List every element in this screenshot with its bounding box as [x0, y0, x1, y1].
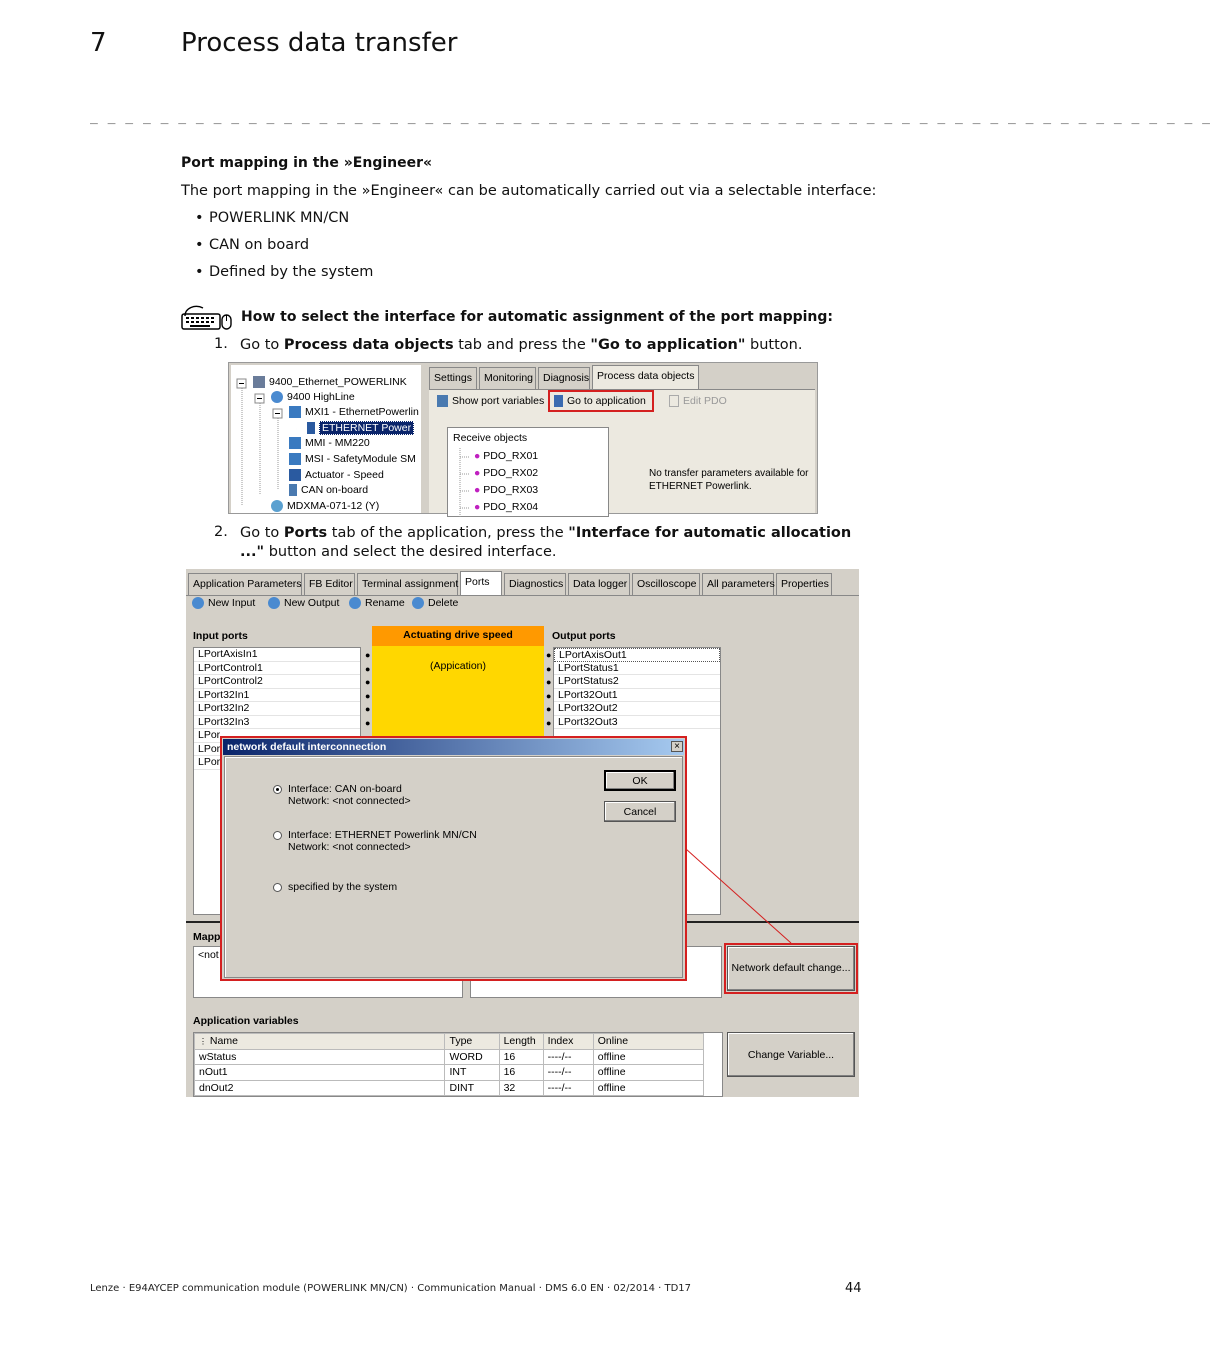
output-ports-label: Output ports — [552, 630, 616, 642]
delete-button[interactable]: Delete — [412, 597, 458, 609]
col-online[interactable]: Online — [593, 1034, 703, 1050]
list-item[interactable]: LPor — [194, 743, 360, 757]
list-item[interactable]: LPortStatus2 — [554, 675, 720, 689]
tab-application-parameters[interactable]: Application Parameters — [188, 573, 302, 595]
controller-icon — [271, 391, 283, 403]
list-item[interactable]: LPort32In2 — [194, 702, 360, 716]
input-ports-label: Input ports — [193, 630, 248, 642]
tab-settings[interactable]: Settings — [429, 367, 477, 389]
tree-item-highline[interactable]: 9400 HighLine — [271, 391, 355, 406]
bullet-item: • POWERLINK MN/CN — [195, 210, 350, 226]
list-item[interactable]: LPortAxisIn1 — [194, 648, 360, 662]
app-vars-label: Application variables — [193, 1015, 299, 1027]
ok-button[interactable]: OK — [604, 770, 676, 791]
tree-item-motor[interactable]: MDXMA-071-12 (Y) — [271, 500, 379, 515]
tab-all-parameters[interactable]: All parameters — [702, 573, 774, 595]
pdo-item[interactable]: ● PDO_RX02 — [474, 467, 539, 479]
change-variable-button[interactable]: Change Variable... — [727, 1032, 855, 1077]
tab-terminal-assignment[interactable]: Terminal assignment — [357, 573, 458, 595]
option-ethernet[interactable]: Interface: ETHERNET Powerlink MN/CN Network: <not connected> — [273, 829, 477, 853]
tree-item-can[interactable]: CAN on-board — [289, 484, 368, 499]
new-input-button[interactable]: New Input — [192, 597, 255, 609]
rename-button[interactable]: Rename — [349, 597, 405, 609]
table-header — [195, 1034, 704, 1050]
section-heading: Port mapping in the »Engineer« — [181, 155, 433, 171]
tab-properties[interactable]: Properties — [776, 573, 832, 595]
table-row[interactable]: wStatus WORD 16 ----/-- offline — [195, 1049, 704, 1065]
table-row[interactable]: dnOut2 DINT 32 ----/-- offline — [195, 1080, 704, 1096]
list-item[interactable]: LPort32Out2 — [554, 702, 720, 716]
tab-fb-editor[interactable]: FB Editor — [304, 573, 355, 595]
pdo-panel — [429, 367, 815, 513]
bullet-item: • Defined by the system — [195, 264, 374, 280]
receive-objects-title: Receive objects — [453, 432, 528, 444]
connector-dots: ● ● ● ● ● ● — [546, 650, 552, 728]
edit-icon — [669, 395, 679, 407]
col-length[interactable]: Length — [499, 1034, 543, 1050]
tab-diagnostics[interactable]: Diagnostics — [504, 573, 566, 595]
tab-oscilloscope[interactable]: Oscilloscope — [632, 573, 700, 595]
list-item[interactable]: LPort32In3 — [194, 716, 360, 730]
radio-system[interactable] — [273, 883, 282, 892]
radio-can[interactable] — [273, 785, 282, 794]
module-icon — [289, 406, 301, 418]
list-item[interactable]: LPortControl1 — [194, 662, 360, 676]
connector-dots: ● ● ● ● ● ● — [365, 650, 371, 728]
project-tree — [231, 365, 421, 513]
bus-icon — [289, 484, 297, 496]
option-can[interactable]: Interface: CAN on-board Network: <not connected> — [273, 783, 411, 807]
mapping-label: Mapp — [193, 931, 221, 943]
list-item[interactable]: LPort32Out1 — [554, 689, 720, 703]
table-row[interactable]: nOut1 INT 16 ----/-- offline — [195, 1065, 704, 1081]
list-item[interactable]: LPort32In1 — [194, 689, 360, 703]
col-index[interactable]: Index — [543, 1034, 593, 1050]
list-item[interactable]: LPortAxisOut1 — [554, 648, 720, 662]
howto-heading: How to select the interface for automatic assignment of the port mapping: — [241, 309, 834, 325]
page-number: 44 — [845, 1281, 862, 1296]
tree-item-actuator[interactable]: Actuator - Speed — [289, 469, 384, 484]
footer-text: Lenze · E94AYCEP communication module (POWERLINK MN/CN) · Communication Manual · DMS 6.0 EN · 02/2014 · TD17 — [90, 1283, 691, 1294]
chapter-number: 7 — [90, 28, 107, 58]
keyboard-mouse-icon — [181, 302, 233, 332]
tab-monitoring[interactable]: Monitoring — [479, 367, 536, 389]
tab-data-logger[interactable]: Data logger — [568, 573, 630, 595]
pdo-item[interactable]: ● PDO_RX03 — [474, 484, 539, 496]
pdo-item[interactable]: ● PDO_RX04 — [474, 501, 539, 513]
list-item[interactable]: LPor — [194, 756, 360, 770]
block-title: Actuating drive speed — [372, 626, 544, 646]
tree-item-msi[interactable]: MSI - SafetyModule SM — [289, 453, 416, 468]
dialog-body — [224, 756, 683, 978]
radio-ethernet[interactable] — [273, 831, 282, 840]
ports-icon — [437, 395, 448, 407]
list-item[interactable]: LPort32Out3 — [554, 716, 720, 730]
receive-objects-list[interactable] — [447, 427, 609, 517]
edit-pdo-button[interactable]: Edit PDO — [669, 395, 727, 407]
new-output-button[interactable]: New Output — [268, 597, 339, 609]
highlight-box — [548, 390, 654, 412]
chapter-title: Process data transfer — [181, 28, 458, 58]
module-icon — [289, 453, 301, 465]
col-type[interactable]: Type — [445, 1034, 499, 1050]
dialog-title-bar: network default interconnection — [223, 739, 684, 755]
motor-icon — [271, 500, 283, 512]
app-vars-table[interactable] — [193, 1032, 723, 1097]
pdo-item[interactable]: ● PDO_RX01 — [474, 450, 539, 462]
header-rule: _ _ _ _ _ _ _ _ _ _ _ _ _ _ _ _ _ _ _ _ _ _ _ _ _ _ _ _ _ _ _ _ _ _ _ _ _ _ _ _ _ _ _ _ _ _ _ _ _ _ _ _ _ _ _ _ _ _ _ _ _ _ _ _ — [90, 110, 1211, 125]
show-port-variables-button[interactable]: Show port variables — [437, 395, 544, 407]
no-params-text-2: ETHERNET Powerlink. — [649, 481, 752, 492]
no-params-text-1: No transfer parameters available for — [649, 468, 809, 479]
screenshot-ports — [186, 569, 859, 1097]
list-item[interactable]: LPor — [194, 729, 360, 743]
col-name[interactable]: ⋮ Name — [195, 1034, 445, 1050]
screenshot-process-data-objects — [228, 362, 818, 514]
tab-diagnosis[interactable]: Diagnosis — [538, 367, 590, 389]
list-item[interactable]: LPortControl2 — [194, 675, 360, 689]
tab-process-data-objects[interactable]: Process data objects — [592, 365, 699, 389]
project-icon — [253, 376, 265, 388]
application-icon — [289, 469, 301, 481]
network-default-change-button[interactable]: Network default change... — [727, 946, 855, 991]
tree-item-project[interactable]: 9400_Ethernet_POWERLINK — [253, 376, 407, 391]
tree-item-mxi1[interactable]: MXI1 - EthernetPowerlin — [289, 406, 419, 421]
tree-item-mmi[interactable]: MMI - MM220 — [289, 437, 370, 452]
option-system[interactable]: specified by the system — [273, 881, 397, 893]
close-icon[interactable]: × — [671, 741, 683, 752]
mapping-field[interactable]: <not — [193, 946, 463, 998]
go-to-application-button[interactable]: Go to application — [554, 395, 646, 407]
block-subtitle: (Appication) — [429, 660, 487, 672]
intro-paragraph: The port mapping in the »Engineer« can be automatically carried out via a selectable interface: — [181, 183, 877, 199]
network-default-dialog — [220, 736, 687, 981]
cancel-button[interactable]: Cancel — [604, 801, 676, 822]
tab-body — [429, 389, 815, 513]
bullet-item: • CAN on board — [195, 237, 310, 253]
bus-icon — [307, 422, 315, 434]
list-item[interactable]: LPortStatus1 — [554, 662, 720, 676]
module-icon — [289, 437, 301, 449]
tab-ports[interactable]: Ports — [460, 571, 502, 595]
tree-item-ethernet[interactable]: ETHERNET Power — [307, 422, 414, 437]
